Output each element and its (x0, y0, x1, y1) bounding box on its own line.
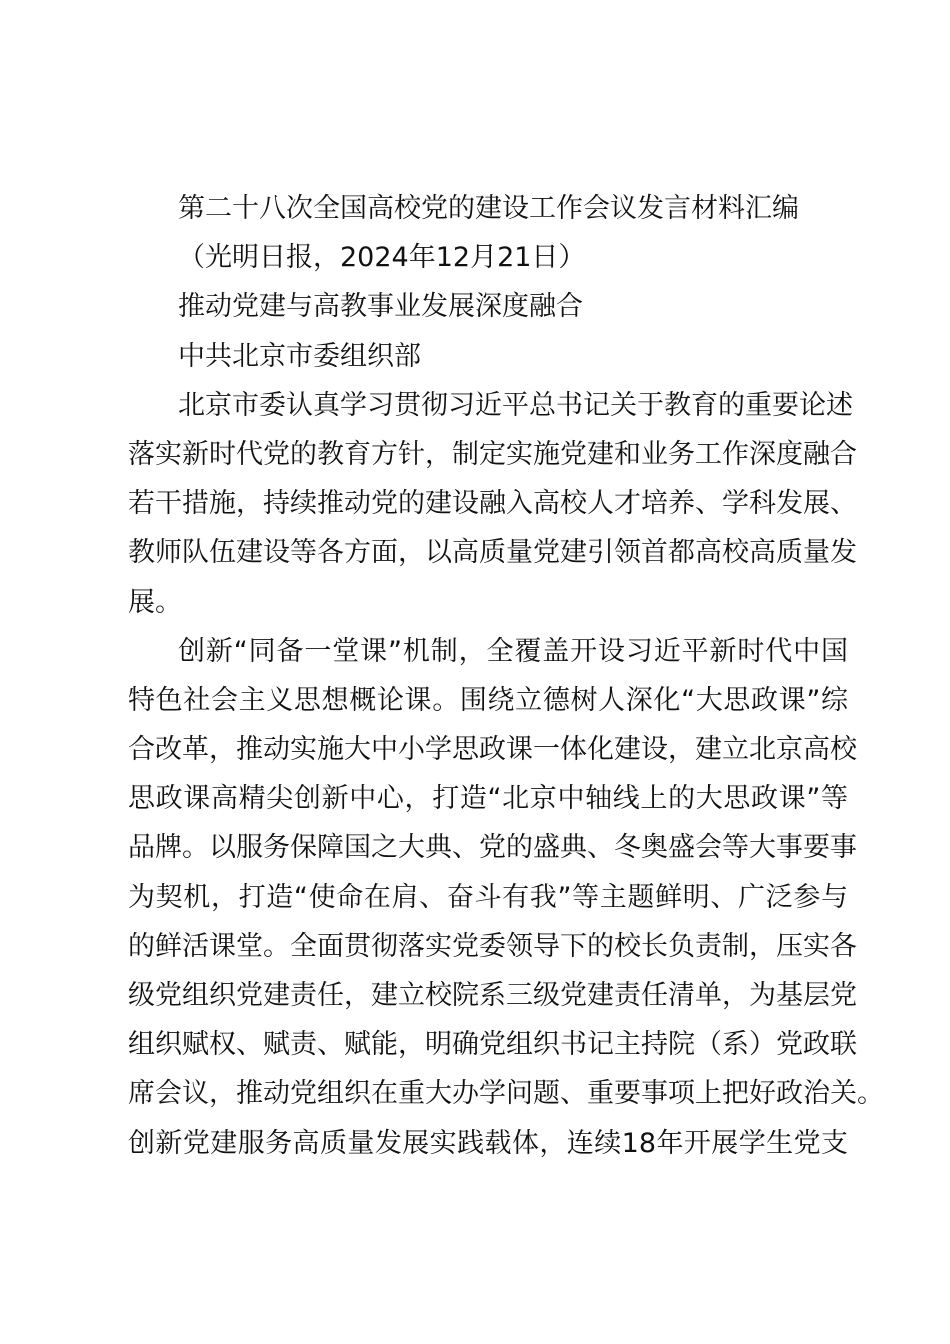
paragraph-line: 落实新时代党的教育方针，制定实施党建和业务工作深度融合 (128, 438, 857, 470)
paragraph-line: 展。 (128, 586, 182, 618)
paragraph-line: 级党组织党建责任，建立校院系三级党建责任清单，为基层党 (128, 980, 857, 1011)
paragraph-line: 品牌。以服务保障国之大典、党的盛典、冬奥盛会等大事要事 (128, 832, 857, 864)
paragraph-line: 为契机，打造“使命在肩、奋斗有我”等主题鲜明、广泛参与 (128, 881, 848, 913)
article-title: 推动党建与高教事业发展深度融合 (178, 291, 583, 323)
paragraph-line: 特色社会主义思想概论课。围绕立德树人深化“大思政课”综 (128, 684, 848, 716)
paragraph-line: 合改革，推动实施大中小学思政课一体化建设，建立北京高校 (128, 734, 857, 766)
document-source: （光明日报，2024年12月21日） (178, 242, 586, 274)
article-author: 中共北京市委组织部 (178, 340, 421, 372)
paragraph-line: 创新党建服务高质量发展实践载体，连续18年开展学生党支 (128, 1127, 848, 1159)
paragraph-line: 思政课高精尖创新中心，打造“北京中轴线上的大思政课”等 (128, 783, 848, 815)
paragraph-line: 的鲜活课堂。全面贯彻落实党委领导下的校长负责制，压实各 (128, 930, 857, 962)
paragraph-line: 席会议，推动党组织在重大办学问题、重要事项上把好政治关。 (128, 1078, 884, 1110)
document-body (128, 184, 884, 1168)
paragraph-line: 教师队伍建设等各方面，以高质量党建引领首都高校高质量发 (128, 537, 857, 569)
paragraph-line: 创新“同备一堂课”机制，全覆盖开设习近平新时代中国 (178, 635, 848, 667)
paragraph-line: 若干措施，持续推动党的建设融入高校人才培养、学科发展、 (128, 488, 857, 520)
paragraph-line: 组织赋权、赋责、赋能，明确党组织书记主持院（系）党政联 (128, 1029, 857, 1061)
paragraph-line: 北京市委认真学习贯彻习近平总书记关于教育的重要论述 (178, 389, 853, 421)
document-title: 第二十八次全国高校党的建设工作会议发言材料汇编 (178, 193, 799, 224)
